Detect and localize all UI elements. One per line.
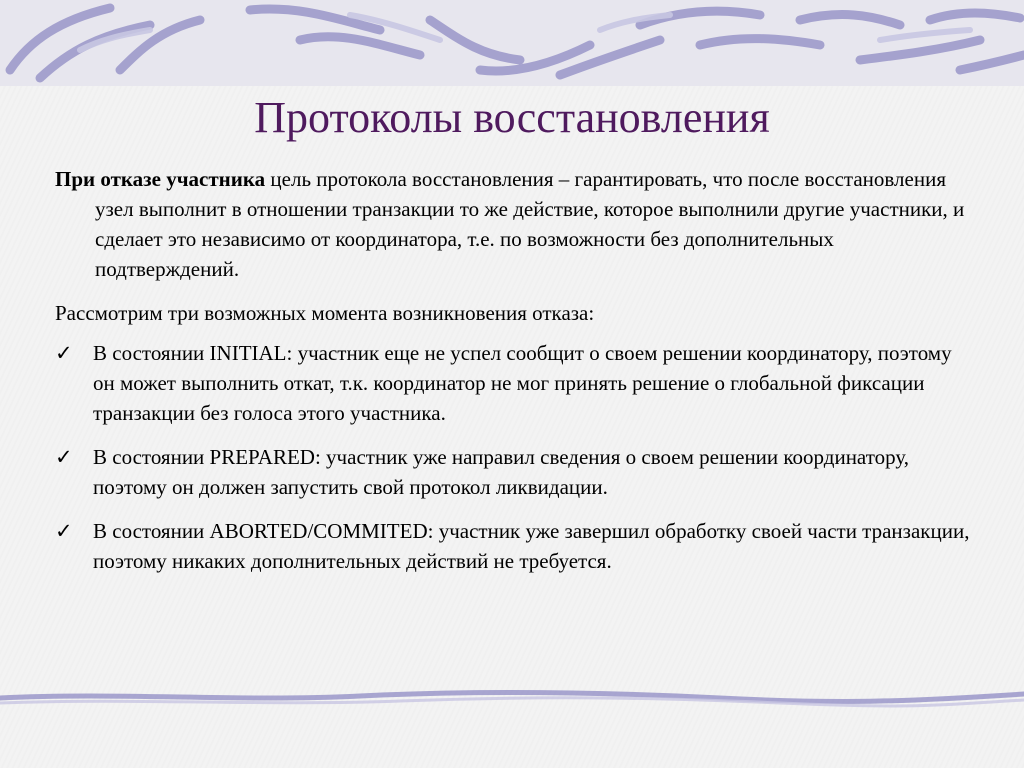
check-mark-icon: ✓ [55,519,73,543]
slide-body [55,164,975,590]
bullet-text: В состоянии PREPARED: участник уже направил сведения о своем решении координатору, поэтому он должен запустить свой протокол ликвидации. [93,445,909,499]
bullet-text: В состоянии INITIAL: участник еще не успел сообщит о своем решении координатору, поэтому он может выполнить откат, т.к. координатор не мог принять решение о глобальной фиксации транзакции без голоса этого участника. [93,341,952,425]
intro-bold-lead: При отказе участника [55,167,266,191]
check-mark-icon: ✓ [55,341,73,365]
consider-paragraph: Рассмотрим три возможных момента возникновения отказа: [55,301,595,325]
decorative-wave-line [0,684,1024,714]
intro-paragraph [55,164,975,284]
list-item [55,516,975,576]
list-item [55,442,975,502]
check-mark-icon: ✓ [55,445,73,469]
slide-title: Протоколы восстановления [254,93,770,142]
decorative-bottom-line [0,684,1024,714]
bullet-text: В состоянии ABORTED/COMMITED: участник уже завершил обработку своей части транзакции, поэтому никаких дополнительных действий не требуется. [93,519,970,573]
decorative-swirl-strokes [0,0,1024,86]
bullet-list [55,338,975,576]
list-item [55,338,975,428]
intro-text: цель протокола восстановления – гарантировать, что после восстановления узел выполнит в отношении транзакции то же действие, которое выполнили другие участники, и сделает это независимо от координатора, т.е. по возможности без дополнительных подтверждений. [95,167,965,281]
decorative-top-band [0,0,1024,86]
